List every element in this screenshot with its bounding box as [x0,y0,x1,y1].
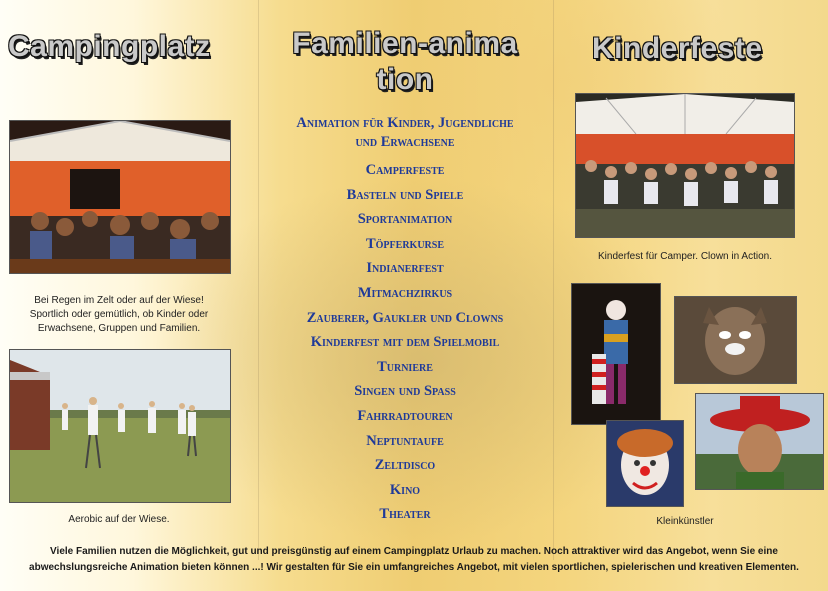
activity-item: Zeltdisco [374,457,436,474]
hat-performer-photo [695,393,824,490]
face-paint-photo [606,420,684,507]
campingplatz-title: Campingplatz [8,30,211,63]
activity-item: Fahrradtouren [357,407,453,424]
activity-list [262,114,548,527]
fold-line-right [553,0,554,560]
clown-photo [571,283,661,425]
kinderfeste-title: Kinderfeste [592,32,763,65]
footer-text: Viele Familien nutzen die Möglichkeit, gut und preisgünstig auf einem Campingplatz Urlaub zu machen. Noch attraktiver wird das Angebot, wenn Sie eine abwechslungsreiche Animation bieten können ...! Wir gestalten für Sie ein umfangreiches Angebot, mit vielen sportlichen, spielerischen und kreativen Elementen. [29,546,799,573]
activity-item: Sportanimation [357,211,453,228]
fold-line-left [258,0,259,560]
activity-item: Kino [389,481,421,498]
rain-caption: Bei Regen im Zelt oder auf der Wiese! Sportlich oder gemütlich, ob Kinder oder Erwachsene, Gruppen und Familien. [29,295,209,334]
kinderfest-tent-photo [575,93,795,238]
kleinkuenstler-caption: Kleinkünstler [656,516,714,527]
activity-item: Basteln und Spiele [346,186,464,203]
activity-item: Töpferkurse [365,235,444,252]
familienanimation-title [260,26,550,98]
activity-item: Kinderfest mit dem Spielmobil [310,334,500,351]
tent-interior-photo [9,120,231,274]
activity-item: Indianerfest [366,260,444,277]
aerobic-meadow-photo [9,349,231,503]
activity-item: Mitmachzirkus [357,284,453,301]
activity-item: Camperfeste [365,162,445,178]
activity-item: Neptuntaufe [366,432,444,449]
aerobic-caption: Aerobic auf der Wiese. [68,514,170,525]
activity-item: Zauberer, Gaukler und Clowns [306,309,504,326]
activity-item: Singen und Spass [354,383,456,400]
activity-item: Theater [379,506,431,523]
kinderfest-caption: Kinderfest für Camper. Clown in Action. [598,251,772,262]
animal-mask-photo [674,296,797,384]
familienanimation-title-text: Familien-animation [292,27,518,96]
activity-item: Animation für Kinder, Jugendliche und Erwachsene [296,115,514,150]
activity-item: Turniere [377,358,433,375]
